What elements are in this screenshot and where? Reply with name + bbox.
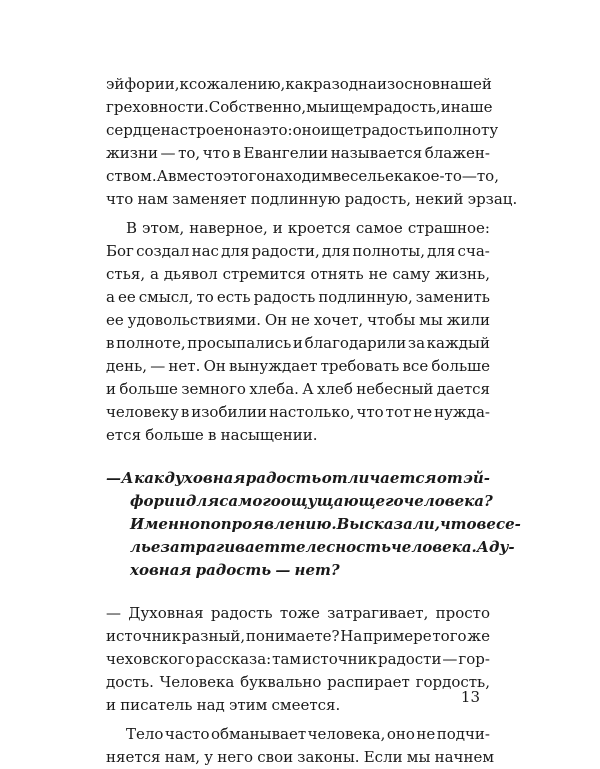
interviewer-question [106,467,521,582]
paragraph [106,602,490,717]
text-line: В этом, наверное, и кроется самое страшное: [126,219,490,237]
text-line: чеховского рассказа: там источник радости — гор- [106,650,490,668]
text-line: — Духовная радость тоже затрагивает, просто [106,604,490,622]
text-line: в полноте, просыпались и благодарили за каждый [106,334,490,352]
text-line: и больше земного хлеба. А хлеб небесный дается [106,380,490,398]
text-line: няется нам, у него свои законы. Если мы начнем [106,748,494,766]
text-line: что нам заменяет подлинную радость, некий эрзац. [106,190,518,208]
text-line: день, — нет. Он вынуждает требовать все больше [106,357,490,375]
text-line: а ее смысл, то есть радость подлинную, заменить [106,288,490,306]
paragraph-gap [106,447,490,467]
paragraph-gap [106,582,490,602]
text-line: и писатель над этим смеется. [106,696,341,714]
text-line: ется больше в насыщении. [106,426,318,444]
text-line: фории для самого ощущающего человека? [130,492,493,510]
text-line: стья, а дьявол стремится отнять не саму жизнь, [106,265,490,283]
body-text [106,73,521,769]
text-line: Бог создал нас для радости, для полноты, для сча- [106,242,490,260]
paragraph [106,723,494,769]
text-line: жизни — то, что в Евангелии называется блажен- [106,144,490,162]
text-line: сердце настроено на это: оно ищет радость и полноту [106,121,499,139]
text-line: источник разный, понимаете? На примере того же [106,627,490,645]
text-line: лье затрагивает телесность человека. А ду- [130,538,515,556]
page-number: 13 [460,688,480,706]
text-line: ством. А вместо этого находим веселье какое-то — то, [106,167,499,185]
text-line: Именно по проявлению. Вы сказали, что весе- [130,515,521,533]
text-line: ховная радость — нет? [130,561,340,579]
paragraph [106,73,518,211]
text-line: эйфории, к сожалению, как раз одна из основ нашей [106,75,492,93]
paragraph [106,217,490,447]
text-line: — А как духовная радость отличается от эй- [106,469,490,487]
text-line: Тело часто обманывает человека, оно не подчи- [126,725,490,743]
text-line: греховности. Собственно, мы ищем радость, и наше [106,98,493,116]
text-line: человеку в изобилии настолько, что тот не нужда- [106,403,490,421]
text-line: ее удовольствиями. Он не хочет, чтобы мы жили [106,311,490,329]
text-line: дость. Человека буквально распирает гордость, [106,673,490,691]
